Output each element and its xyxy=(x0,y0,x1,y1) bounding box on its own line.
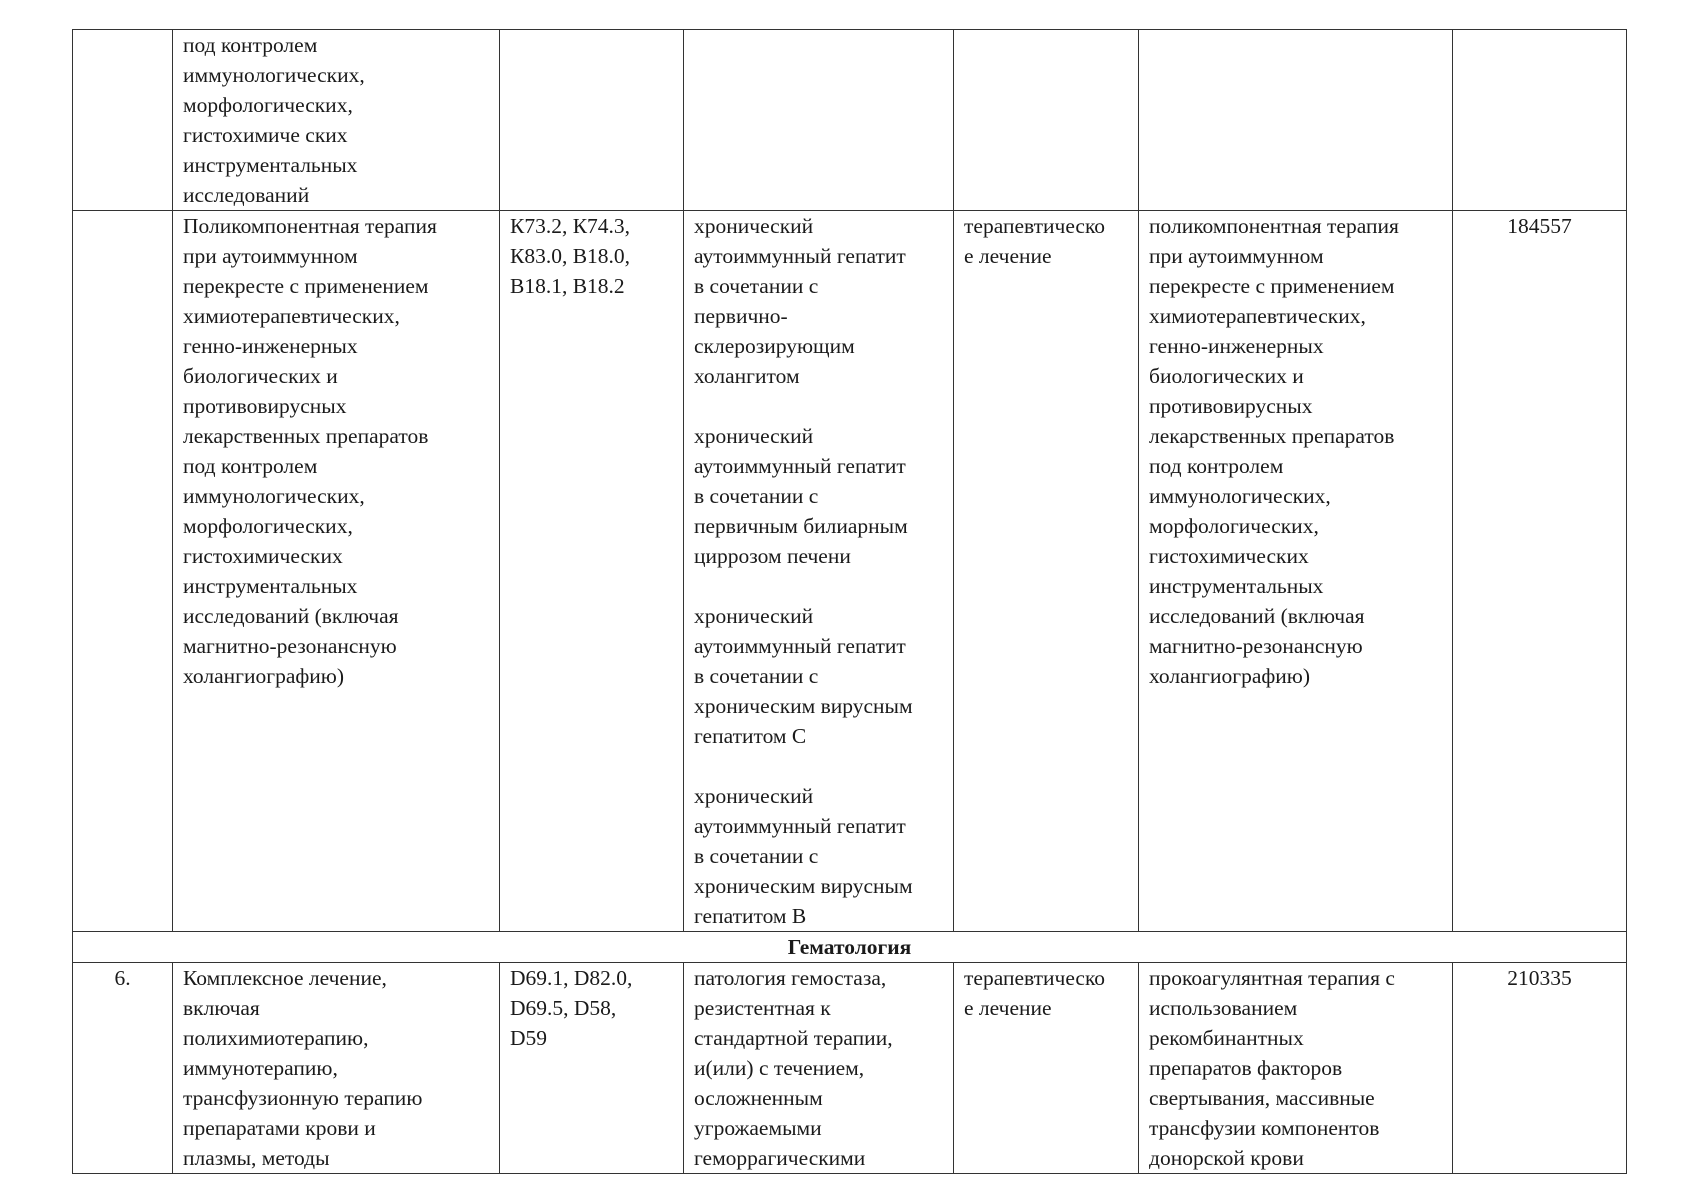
care-methods-table xyxy=(72,29,1627,1174)
patient-model-cell: патология гемостаза, резистентная к стандартной терапии, и(или) с течением, осложненным угрожаемыми геморрагическими xyxy=(684,963,954,1174)
patient-model-cell: хронический аутоиммунный гепатит в сочетании с первично- склерозирующим холангитом хронический аутоиммунный гепатит в сочетании с первичным билиарным циррозом печени хронический аутоиммунный гепатит в сочетании с хроническим вирусным гепатитом С хронический аутоиммунный гепатит в сочетании с хроническим вирусным гепатитом В xyxy=(684,211,954,932)
cost-cell: 210335 xyxy=(1453,963,1627,1174)
treatment-method-cell: поликомпонентная терапия при аутоиммунном перекресте с применением химиотерапевтических, генно-инженерных биологических и противовирусных лекарственных препаратов под контролем иммунологических, морфологических, гистохимических инструментальных исследований (включая магнитно-резонансную холангиографию) xyxy=(1139,211,1453,932)
row-number-cell xyxy=(73,211,173,932)
treatment-type-cell xyxy=(954,30,1139,211)
table-row xyxy=(73,211,1627,932)
cost-cell: 184557 xyxy=(1453,211,1627,932)
table-row xyxy=(73,963,1627,1174)
section-header-row xyxy=(73,932,1627,963)
treatment-type-cell: терапевтическо е лечение xyxy=(954,211,1139,932)
treatment-type-cell: терапевтическо е лечение xyxy=(954,963,1139,1174)
row-number-cell xyxy=(73,30,173,211)
treatment-method-cell xyxy=(1139,30,1453,211)
cost-cell xyxy=(1453,30,1627,211)
icd-codes-cell: D69.1, D82.0, D69.5, D58, D59 xyxy=(500,963,684,1174)
icd-codes-cell: К73.2, К74.3, К83.0, В18.0, В18.1, В18.2 xyxy=(500,211,684,932)
intervention-name-cell: под контролем иммунологических, морфологических, гистохимиче ских инструментальных исследований xyxy=(173,30,500,211)
patient-model-cell xyxy=(684,30,954,211)
section-title: Гематология xyxy=(73,932,1627,963)
intervention-name-cell: Комплексное лечение, включая полихимиотерапию, иммунотерапию, трансфузионную терапию препаратами крови и плазмы, методы xyxy=(173,963,500,1174)
icd-codes-cell xyxy=(500,30,684,211)
intervention-name-cell: Поликомпонентная терапия при аутоиммунном перекресте с применением химиотерапевтических, генно-инженерных биологических и противовирусных лекарственных препаратов под контролем иммунологических, морфологических, гистохимических инструментальных исследований (включая магнитно-резонансную холангиографию) xyxy=(173,211,500,932)
row-number-cell: 6. xyxy=(73,963,173,1174)
table-row xyxy=(73,30,1627,211)
treatment-method-cell: прокоагулянтная терапия с использованием рекомбинантных препаратов факторов свертывания, массивные трансфузии компонентов донорской крови xyxy=(1139,963,1453,1174)
